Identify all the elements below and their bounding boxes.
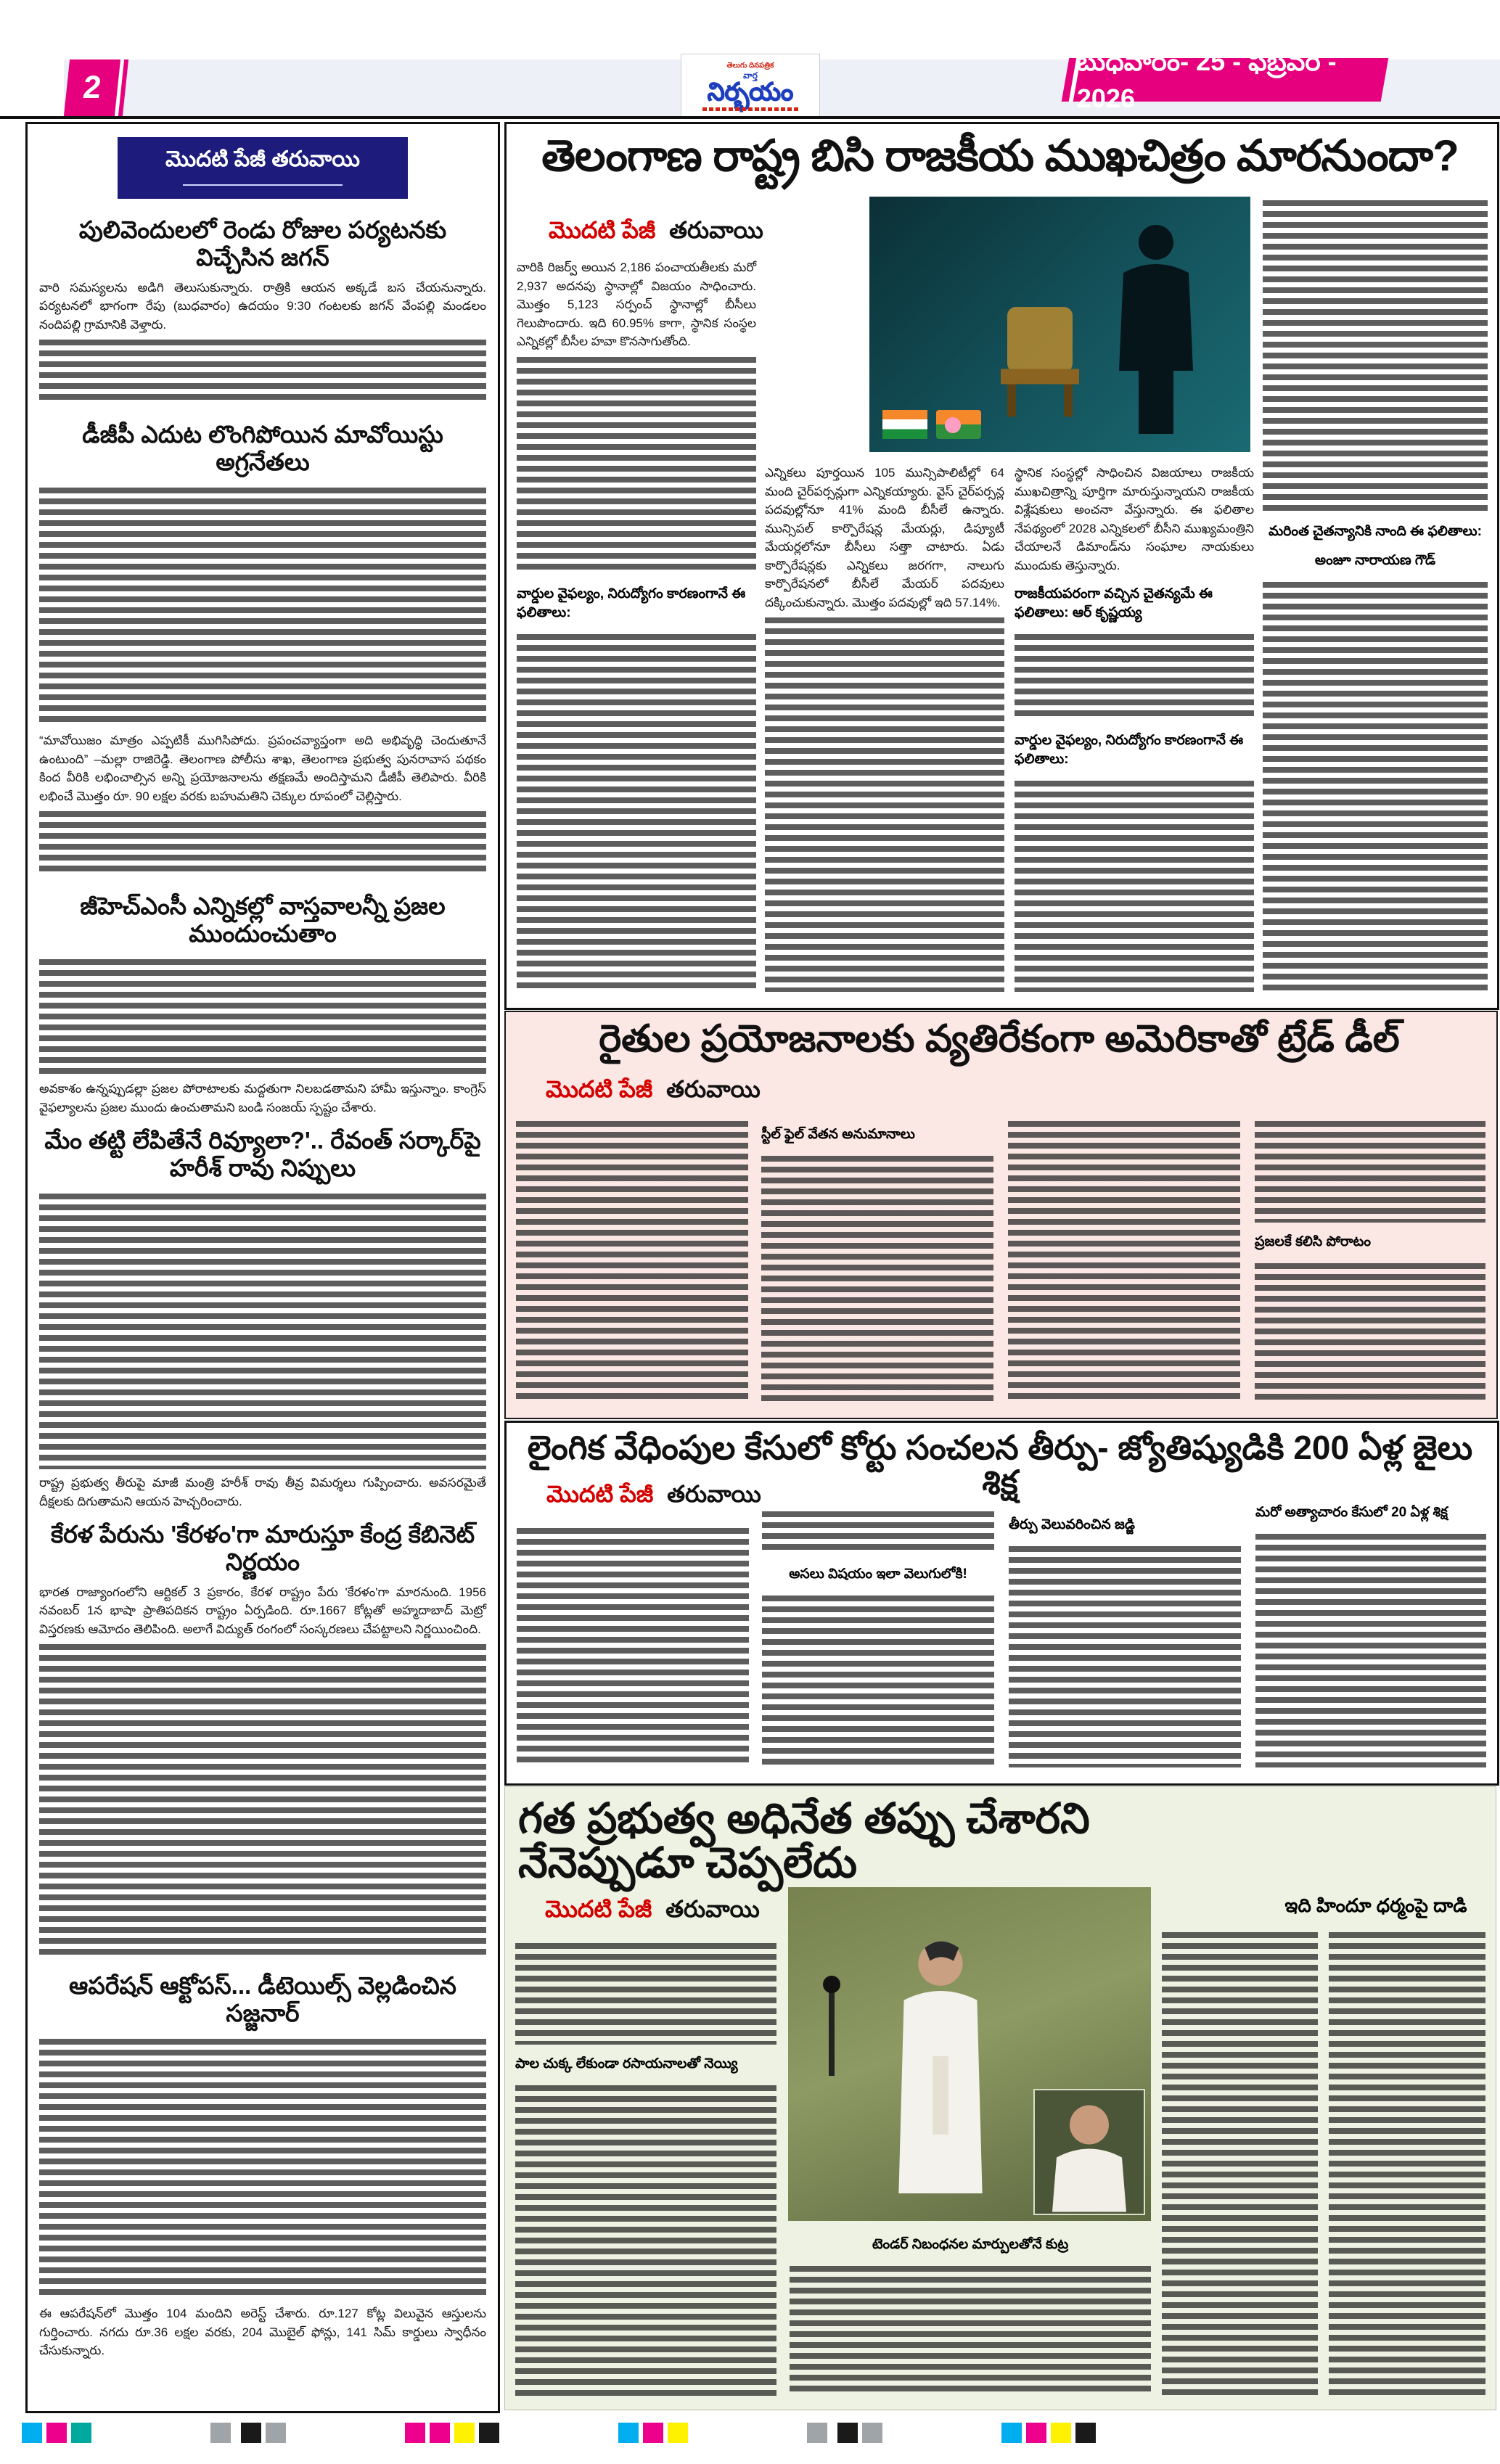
assembly-article-below-photo [790, 2231, 1151, 2397]
article-body: “మావోయిజం మాత్రం ఎప్పటికీ ముగిసిపోదు. ప్రపంచవ్యాప్తంగా అది అభివృద్ధి చెందుతూనే ఉంటుంది” –మల్లా రాజిరెడ్డి. తెలంగాణ పోలీసు శాఖ, తెలంగాణ ప్రభుత్వ పునరావాస పథకం కింద వీరికి లభించాల్సిన అన్ని ప్రయోజనాలను తక్షణమే అందిస్తామని డీజీపీ తెలిపారు. వీరికి లభించే మొత్తం రూ. 90 లక్షల వరకు బహుమతిని చెక్కుల రూపంలో చెల్లిస్తారు. [39, 734, 486, 803]
main-article-column-4 [1263, 200, 1488, 991]
continuation-black: తరువాయి [667, 1481, 761, 1507]
body-text-lines [1015, 634, 1254, 721]
article-headline: కేరళ పేరును 'కేరళం'గా మారుస్తూ కేంద్ర కేబినెట్ నిర్ణయం [50, 1521, 475, 1575]
page-number: 2 [81, 70, 103, 105]
continuation-byline [546, 1076, 761, 1109]
body-text-lines [39, 1644, 486, 1956]
assembly-article-column-left [515, 1943, 776, 2397]
assembly-article-column-mid-right [1162, 1932, 1318, 2397]
body-text-lines [762, 1511, 994, 1555]
gray-swatch [862, 2423, 882, 2443]
article-speaker-name: అంజూ నారాయణ గౌడ్ [1314, 553, 1436, 568]
body-text-lines [1255, 1263, 1485, 1404]
article-body: ఈ ఆపరేషన్‌లో మొత్తం 104 మందిని అరెస్ట్ చేశారు. రూ.127 కోట్ల విలువైన ఆస్తులను గుర్తించారు. నగదు రూ.36 లక్షల వరకు, 204 మొబైల్ ఫోన్లు, 141 సిమ్ కార్డులు స్వాధీనం చేసుకున్నారు. [39, 2307, 486, 2358]
registration-group [405, 2423, 499, 2443]
body-text-lines [1263, 582, 1488, 991]
main-article-headline: తెలంగాణ రాష్ట్ర బిసి రాజకీయ ముఖచిత్రం మారనుందా? [541, 131, 1459, 180]
body-text-lines [39, 2039, 486, 2300]
trade-article-headline: రైతుల ప్రయోజనాలకు వ్యతిరేకంగా అమెరికాతో ట్రేడ్ డీల్ [599, 1018, 1400, 1060]
trade-article-column-3 [1008, 1121, 1240, 1404]
article-headline: మేం తట్టి లేపితేనే రివ్యూలా?'.. రేవంత్ సర్కార్‌పై హరీశ్ రావు నిప్పులు [44, 1127, 481, 1182]
cyan-swatch [1001, 2423, 1022, 2443]
section-label-underline [183, 184, 343, 186]
masthead-word: వార్త [743, 70, 758, 81]
body-text-lines [39, 811, 486, 876]
continuation-red: మొదటి పేజీ [549, 217, 656, 243]
article-headline: ఆపరేషన్ ఆక్టోపస్... డీటెయిల్స్ వెల్లడించిన సజ్జనార్ [69, 1972, 456, 2027]
yellow-swatch [1051, 2423, 1071, 2443]
article-subhead: స్టీల్ ఫైల్ వేతన అనుమానాలు [761, 1127, 915, 1142]
continuation-byline [545, 1896, 760, 1929]
body-text-lines [761, 1156, 993, 1404]
black-swatch [1075, 2423, 1096, 2443]
registration-group [837, 2423, 882, 2443]
continuation-red: మొదటి పేజీ [545, 1896, 652, 1922]
assembly-article-column-right [1329, 1932, 1485, 2397]
assembly-article-headline: గత ప్రభుత్వ అధినేత తప్పు చేశారని నేనెప్పుడూ చెప్పలేదు [518, 1795, 1090, 1886]
inset-portrait [1033, 2089, 1145, 2215]
gray-swatch [807, 2423, 827, 2443]
assembly-speech-photo [788, 1887, 1151, 2221]
continuation-black: తరువాయి [666, 1076, 761, 1102]
body-text-lines [790, 2266, 1151, 2397]
page-number-badge [64, 59, 124, 116]
article-subhead: తీర్పు వెలువరించిన జడ్జి [1009, 1517, 1135, 1532]
newspaper-masthead [681, 54, 820, 119]
article-body: భారత రాజ్యాంగంలోని ఆర్టికల్ 3 ప్రకారం, కేరళ రాష్ట్రం పేరు 'కేరళం'గా మారనుంది. 1956 నవంబర్ 1న భాషా ప్రాతిపదికన రాష్ట్రం ఏర్పడింది. రూ.1667 కోట్లతో అహ్మదాబాద్ మెట్రో విస్తరణకు ఆమోదం తెలిపింది. అలాగే విద్యుత్ రంగంలో సంస్కరణలు చేపట్టాలని నిర్ణయించింది. [39, 1585, 486, 1636]
body-text-lines [39, 488, 486, 727]
body-text-lines [765, 617, 1004, 992]
registration-group [22, 2423, 91, 2443]
body-text-lines [1329, 1932, 1485, 2397]
bc-politics-photo [869, 197, 1250, 452]
continuation-byline [549, 217, 763, 250]
article-subhead: మరో అత్యాచారం కేసులో 20 ఏళ్ల శిక్ష [1255, 1505, 1448, 1520]
black-swatch [241, 2423, 261, 2443]
gray-swatch [210, 2423, 231, 2443]
article-subhead: పాల చుక్క లేకుండా రసాయనాలతో నెయ్యి [515, 2056, 738, 2071]
continuation-byline [546, 1481, 761, 1514]
magenta-swatch [405, 2423, 425, 2443]
court-article-column-1 [517, 1528, 749, 1767]
body-text-lines [39, 1194, 486, 1469]
article-headline: జీహెచ్ఎంసీ ఎన్నికల్లో వాస్తవాలన్నీ ప్రజల ముందుంచుతాం [80, 892, 446, 948]
masthead-top-line: తెలుగు దినపత్రిక [726, 61, 774, 70]
article-body: వారి సమస్యలను అడిగి తెలుసుకున్నారు. రాత్రికి ఆయన అక్కడే బస చేయనున్నారు. పర్యటనలో భాగంగా రేపు (బుధవారం) ఉదయం 9:30 గంటలకు జగన్ వేంపల్లి మండలం నందిపల్లి గ్రామానికి వెళ్తారు. [39, 280, 486, 332]
magenta-swatch [430, 2423, 450, 2443]
body-text-lines [762, 1596, 994, 1767]
registration-group [618, 2423, 688, 2443]
body-text-lines [517, 357, 756, 575]
body-text-lines [39, 959, 486, 1075]
microphone-icon [817, 1974, 846, 2076]
main-article-column-2 [765, 464, 1004, 992]
body-text-lines [1008, 1121, 1240, 1404]
body-text-lines [517, 1528, 749, 1767]
continuation-red: మొదటి పేజీ [546, 1481, 654, 1507]
continuation-red: మొదటి పేజీ [546, 1076, 653, 1102]
registration-group [1001, 2423, 1096, 2443]
article-subhead: ఇది హిందూ ధర్మంపై దాడి [1284, 1894, 1467, 1916]
body-text-lines [1255, 1121, 1485, 1223]
speaker-figure-icon [875, 1931, 1006, 2221]
body-text-lines [1162, 1932, 1318, 2397]
print-registration-marks [22, 2422, 1478, 2444]
body-text-lines [39, 340, 486, 405]
masthead-name: నిర్భయం [707, 78, 794, 106]
trade-article-column-2 [761, 1121, 993, 1404]
inset-man-icon [1035, 2090, 1144, 2214]
body-text-lines [1255, 1534, 1486, 1767]
court-verdict-article [504, 1421, 1499, 1786]
gray-swatch [266, 2423, 286, 2443]
article-headline: డీజీపీ ఎదుట లొంగిపోయిన మావోయిస్టు అగ్రనేతలు [82, 421, 443, 476]
masthead-tagline-decoration [702, 107, 799, 111]
body-text-lines [1263, 200, 1488, 512]
body-text-lines [516, 1121, 748, 1404]
article-body: వారికి రిజర్వ్ అయిన 2,186 పంచాయతీలకు మరో 2,937 అదనపు స్థానాల్లో విజయం సాధించారు. మొత్తం 5,123 సర్పంచ్ స్థానాల్లో బీసీలు గెలుపొందారు. ఇది 60.95% కాగా, స్థానిక సంస్థల ఎన్నికల్లో బీసీల హవా కొనసాగుతోంది. [517, 260, 756, 348]
cyan-swatch [22, 2423, 42, 2443]
court-article-headline: లైంగిక వేధింపుల కేసులో కోర్టు సంచలన తీర్పు- జ్యోతిష్యుడికి 200 ఏళ్ల జైలు శిక్ష [527, 1429, 1473, 1502]
article-subhead: అసలు విషయం ఇలా వెలుగులోకి! [789, 1566, 967, 1582]
section-label: మొదటి పేజీ తరువాయి [165, 147, 360, 171]
chair-icon [985, 300, 1094, 423]
yellow-swatch [668, 2423, 688, 2443]
date-text: బుధవారం- 25 - ఫిబ్రవరి - 2026 [1077, 46, 1337, 113]
article-subhead: టెండర్ నిబంధనల మార్పులతోనే కుట్ర [872, 2237, 1069, 2252]
article-body: రాష్ట్ర ప్రభుత్వ తీరుపై మాజీ మంత్రి హరీశ్ రావు తీవ్ర విమర్శలు గుప్పించారు. అవసరమైతే దీక్షలకు దిగుతామని ఆయన హెచ్చరించారు. [39, 1476, 486, 1508]
assembly-speech-article [504, 1786, 1496, 2410]
party-symbol-icon [945, 417, 961, 433]
body-text-lines [515, 1943, 776, 2045]
body-text-lines [515, 2085, 776, 2397]
magenta-swatch [46, 2423, 67, 2443]
body-text-lines [517, 634, 756, 992]
magenta-swatch [643, 2423, 663, 2443]
teal-swatch [71, 2423, 91, 2443]
black-swatch [479, 2423, 499, 2443]
main-article-column-3 [1015, 464, 1254, 992]
continuation-black: తరువాయి [665, 1896, 760, 1922]
continuation-black: తరువాయి [669, 217, 763, 243]
trade-deal-article [504, 1011, 1498, 1419]
article-body: స్థానిక సంస్థల్లో సాధించిన విజయాలు రాజకీయ ముఖచిత్రాన్ని పూర్తిగా మారుస్తున్నాయని రాజకీయ విశ్లేషకులు అంచనా వేస్తున్నారు. ఈ ఫలితాల నేపథ్యంలో 2028 ఎన్నికలలో బీసీని ముఖ్యమంత్రిని చేయాలనే డిమాండ్‌ను సంఘాల నాయకులు ముందుకు తెస్తున్నారు. [1015, 466, 1254, 572]
header-divider-rule [0, 116, 1500, 119]
body-text-lines [1009, 1546, 1241, 1767]
court-article-column-2 [762, 1511, 994, 1767]
left-continuation-column [25, 122, 500, 2413]
cyan-swatch [618, 2423, 639, 2443]
article-headline: పులివెందులలో రెండు రోజుల పర్యటనకు విచ్చేసిన జగన్ [78, 216, 447, 271]
main-article-bc-politics [504, 122, 1499, 1010]
article-subhead: వార్డుల వైఫల్యం, నిరుద్యోగం కారణంగానే ఈ ఫలితాలు: [1015, 733, 1244, 767]
trade-article-column-1 [516, 1121, 748, 1404]
article-subhead: వార్డుల వైఫల్యం, నిరుద్యోగం కారణంగానే ఈ ఫలితాలు: [517, 586, 746, 620]
yellow-swatch [454, 2423, 475, 2443]
magenta-swatch [1026, 2423, 1046, 2443]
congress-flag-icon [882, 410, 927, 439]
section-label-box [118, 137, 408, 199]
court-article-column-3 [1009, 1511, 1241, 1767]
registration-group [241, 2423, 286, 2443]
trade-article-column-4 [1255, 1121, 1485, 1404]
body-text-lines [1015, 781, 1254, 992]
article-subhead: మరింత చైతన్యానికి నాంది ఈ ఫలితాలు: [1269, 524, 1482, 539]
article-subhead: రాజకీయపరంగా వచ్చిన చైతన్యమే ఈ ఫలితాలు: ఆర్ కృష్ణయ్య [1015, 586, 1213, 620]
black-swatch [837, 2423, 858, 2443]
court-article-column-4 [1255, 1499, 1486, 1767]
silhouette-man-icon [1102, 218, 1210, 436]
article-body: ఎన్నికలు పూర్తయిన 105 మున్సిపాలిటీల్లో 64 మంది చైర్‌పర్సన్లుగా ఎన్నికయ్యారు. వైస్ చైర్‌పర్సన్ల పదవుల్లోనూ 41% మంది బీసీలే ఉన్నారు. మున్సిపల్ కార్పొరేషన్ల మేయర్లు, డిప్యూటీ మేయర్లలోనూ బీసీలు సత్తా చాటారు. ఏడు కార్పొరేషన్లకు ఎన్నికలు జరగగా, నాలుగు కార్పొరేషనలో బీసీలే మేయర్ పదవులు దక్కించుకున్నారు. మొత్తం పదవుల్లో ఇది 57.14%. [765, 466, 1004, 609]
main-article-column-1 [517, 258, 756, 991]
article-subhead: ప్రజలకే కలిసి పోరాటం [1255, 1234, 1371, 1249]
article-body: అవకాశం ఉన్నప్పుడల్లా ప్రజల పోరాటాలకు మద్దతుగా నిలబడతామని హామీ ఇస్తున్నాం. కాంగ్రెస్ వైఫల్యాలను ప్రజల ముందు ఉంచుతామని బండి సంజయ్ స్పష్టం చేశారు. [39, 1082, 486, 1114]
date-box [1069, 46, 1389, 113]
